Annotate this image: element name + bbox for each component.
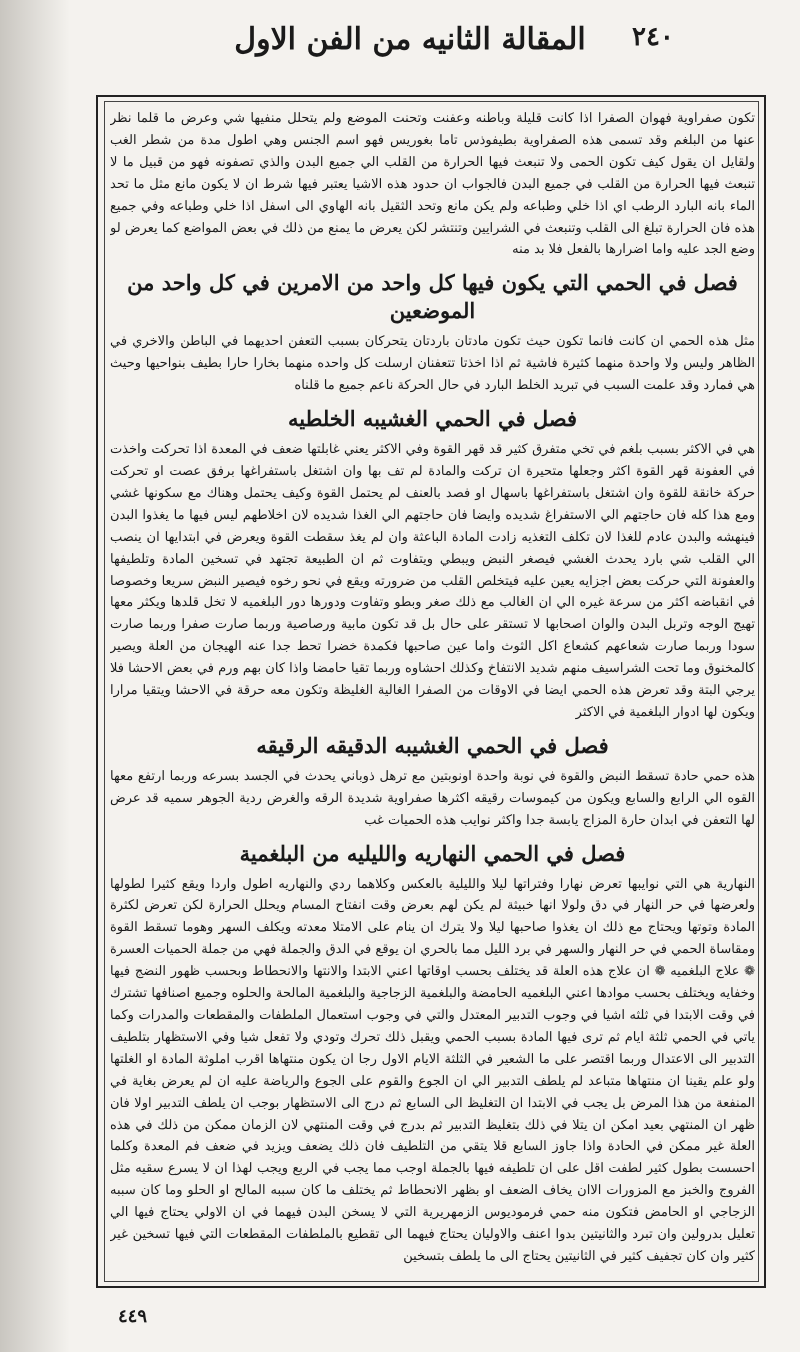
section-body: هذه حمي حادة تسقط النبض والقوة في نوبة واحدة اونوبتين مع ترهل ذوباني يحدث في الجسد بسرعه وربما ارتفع معها القوه الي الرابع والسابع ويكون من كيموسات رقيقه اكثرها صفراوية شديدة الرقه والغرض ردية الجوهر سميه قد عرض لها التعفن في ابدان حارة المزاج يابسة جدا واكثر نوايب هذه الحميات غب <box>110 768 755 828</box>
page-body <box>110 108 755 1278</box>
page-title: المقالة الثانيه من الفن الاول <box>234 22 586 57</box>
opening-paragraph: تكون صفراوية فهوان الصفرا اذا كانت قليلة وباطنه وعفنت وتحنت الموضع ولم يتحلل منفيها شي وعرض ما قلما نظر عنها من البلغم وقد تسمى هذه الصفراوية بطيفوذس تاما بغوريس فهو اسم الجنس وهي اطول مدة من شطر الغب ولقايل ان يقول كيف تكون الحمى ولا تنبعث فيها الحرارة من القلب الي جميع البدن والذي تصفونه فهو من قبيل ما لا تنبعث فيها الحرارة من القلب في جميع البدن فالجواب ان حدود هذه الاشيا يعتبر فيها شرط ان لا يكون مانع مثل ما تحد الماء بانه البارد الرطب اي اذا خلي وطباعه ولم يكن مانع وتحد الثقيل بانه الهاوي الى اسفل اذا خلي وطباعه وفي جميع هذه فان الحرارة تبلغ الى القلب وتنبعث في الشرايين وتنتشر لكن يعرض ما يمنع من ذلك في بعض المواضع كما يعرض لو وضع الجد عليه واما اضرارها بالفعل فلا بد منه <box>110 111 755 258</box>
book-spine-shadow <box>0 0 70 1352</box>
section-heading: فصل في الحمي النهاريه والليليه من البلغمية <box>239 840 626 866</box>
section-body: هي في الاكثر بسبب بلغم في تخي متفرق كثير قد قهر القوة وفي الاكثر يعني غابلتها ضعف في المعدة اذا تحركت واخذت في العفونة قهر القوة اكثر وجعلها متحيرة ان تركت والمادة لم تف بها وان اشتغل باستفراغها برفق عصت او تحركت حركة خانقة للقوة وان اشتغل باستفراغها باسهال او فصد بالعنف لم يحتمل القوة وكيف يحتمل وهناك مع سكونها غشي ومع هذا كله فان حاجتهم الي الاستفراغ شديده وايضا فان حاجتهم الي الغذا شديده لان اخلاطهم ليس فيها ما يغذوا البدن فينهشه والبدن عادم للغذا لان تكلف التغذيه زادت المادة الباعثة وان لم يغذ سقطت القوة ويعرض في ابتدايها ان ينصب الي القلب شي بارد يحدث الغشي فيصغر النبض ويبطي ويتفاوت ثم ان الطبيعة تجتهد في تسخين المادة وتلطيفها والعفونة التي حركت بعض اجزايه يعين عليه فيتخلص القلب من ضرورته ويقع في نحو رخوه فيصير النبض سريعا وخصوصا في انقباضه اكثر من سرعة غيره الي ان الغالب مع ذلك صغر وبطو وتفاوت ودورها دور البلغميه لا تخل قلدها ويكثر معها تهيج الوجه وتربل البدن والوان اصحابها لا تستقر على حال بل قد تكون مابية ورصاصية وربما صارت صفرا وربما صارت سودا وربما صارت شعاعهم كشعاع اكل الثوث واما عين صاحبها فكمدة خضرا تحط جدا عنه الهيجان من العلة ويصير كالمخنوق وما تحت الشراسيف منهم شديد الانتفاخ وكذلك احشاوه وربما تقيا حامضا واذا كان بهم ورم في بعض الاحشا فلا يرجي البتة وقد تعرض هذه الحمي ايضا في الاوقات من الصفرا الغالية الغليظة وتكون معه حرقة في الاحشا ويتقيا مرارا ويكون لها ادوار البلغمية في الاكثر <box>110 442 755 720</box>
page-number-top: ٢٤٠ <box>632 22 674 52</box>
section-heading: فصل في الحمي الغشيبه الخلطيه <box>288 406 577 432</box>
section-heading: فصل في الحمي الغشيبه الدقيقه الرقيقه <box>256 732 609 758</box>
page-number-bottom: ٤٤٩ <box>118 1306 148 1327</box>
section-body: مثل هذه الحمي ان كانت فانما تكون حيث تكون مادتان باردتان يتحركان بسبب التعفن احديهما في الباطن والاخري في الظاهر وليس ولا واحدة منهما كثيرة فاشية ثم اذا اخذتا تتعفنان ارسلت كل واحده منهما بخارا حارا بطيف بنواحيها وحيث هي فمارد وقد علمت السبب في تبريد الخلط البارد في حال الحركة ناعم جميع ما قلناه <box>110 334 755 394</box>
section-body: النهارية هي التي نوايبها تعرض نهارا وفتراتها ليلا والليلية بالعكس وكلاهما ردي والنهاريه اطول واردا ويقع كثيرا لطولها ولعرضها في حر النهار في دق ولولا انها خبيثة لم يكن لهم بعرض وقت انفتاح المسام ويحلل الحرارة لكن تعرض لكثرة المادة وتوتها ويحتاج مع ذلك ان يغذوا صاحبها ليلا ولا يترك ان ينام على الامتلا معدته ويكلف السهر وهوما تسقط القوة ومقاساة الحمي في حر النهار والسهر في برد الليل مما بالحري ان يوقع في الدق والجملة فهي من جملة الحميات العسرة ❁ علاج البلغميه ❁ ان علاج هذه العلة قد يختلف بحسب اوقاتها اعني الابتدا والانتها والانحطاط وبحسب ظهور النضج فيها وخفايه ويختلف بحسب موادها اعني البلغميه الحامضة والبلغمية الزجاجية والبلغمية المالحة والحلوه وجميع اصنافها تشترك في وقت الابتدا في ثلثه اشيا في وجوب التدبير المعتدل والتي في وجوب استعمال الملطفات والمقطعات والمدرات وكما ياتي في الحمي ثلثة ايام ثم ترى فيها المادة بسبب الحمي ويقبل ذلك تحرك وتودي ولا تفعل شيا وفي الاستظهار بتلطيف التدبير الى الاعتدال وربما اقتصر على ما الشعير في الثلثة الايام الاول رجا ان يكون منتهاها اقرب املوثة المادة او الغلتها ولو علم يقينا ان منتهاها متباعد لم يلطف التدبير الي ان الجوع والقوم على الجوع والرياضة عليه ان لم يعرض بغاية في المنفعة من هذا المرض بل يجب في الابتدا ان التغليظ الى السابع ثم درج الى الاستظهار بوجب ان يلطف التدبير اولا فان ظهر ان المنتهي بعيد امكن ان يتلا في ذلك بتغليظ التدبير ثم بدرج في وقت المنتهي لان الزمان ممكن من ذلك في هذه العلة غير ممكن في الحادة واذا جاوز السابع قلا يتقي من التلطيف فان ذلك يضعف ويزيد في ضعف فم المعدة وكلما احسست بطول كثير لطفت اقل على ان تلطيفه فيها بالجملة اوجب مما يجب في الربع ويجب لهذا ان لا يسرع سقيه مثل الفروج والخبز مع المزورات الاان يخاف الضعف او بظهر الانحطاط ثم يختلف ما كان سببه المالح او الحلو وما كان سببه الزجاجي او الحامض فتكون منه حمي فرموديوس الزمهريرية التي لا يسخن البدن فيهما في ان الاولي يحتاج فيها الي تعليل بدرولين وان تبرد والثانيتين بدوا اعنف والاوليان يحتاج فيهما الى تقطيع بالملطفات المقطعات التي فيها تسخين غير كثير وان كان تجفيف كثير في الثانيتين يحتاج الى ما يلطف بتسخين <box>110 876 755 1264</box>
section-heading: فصل في الحمي التي يكون فيها كل واحد من الامرين في كل واحد من الموضعين <box>127 270 738 324</box>
